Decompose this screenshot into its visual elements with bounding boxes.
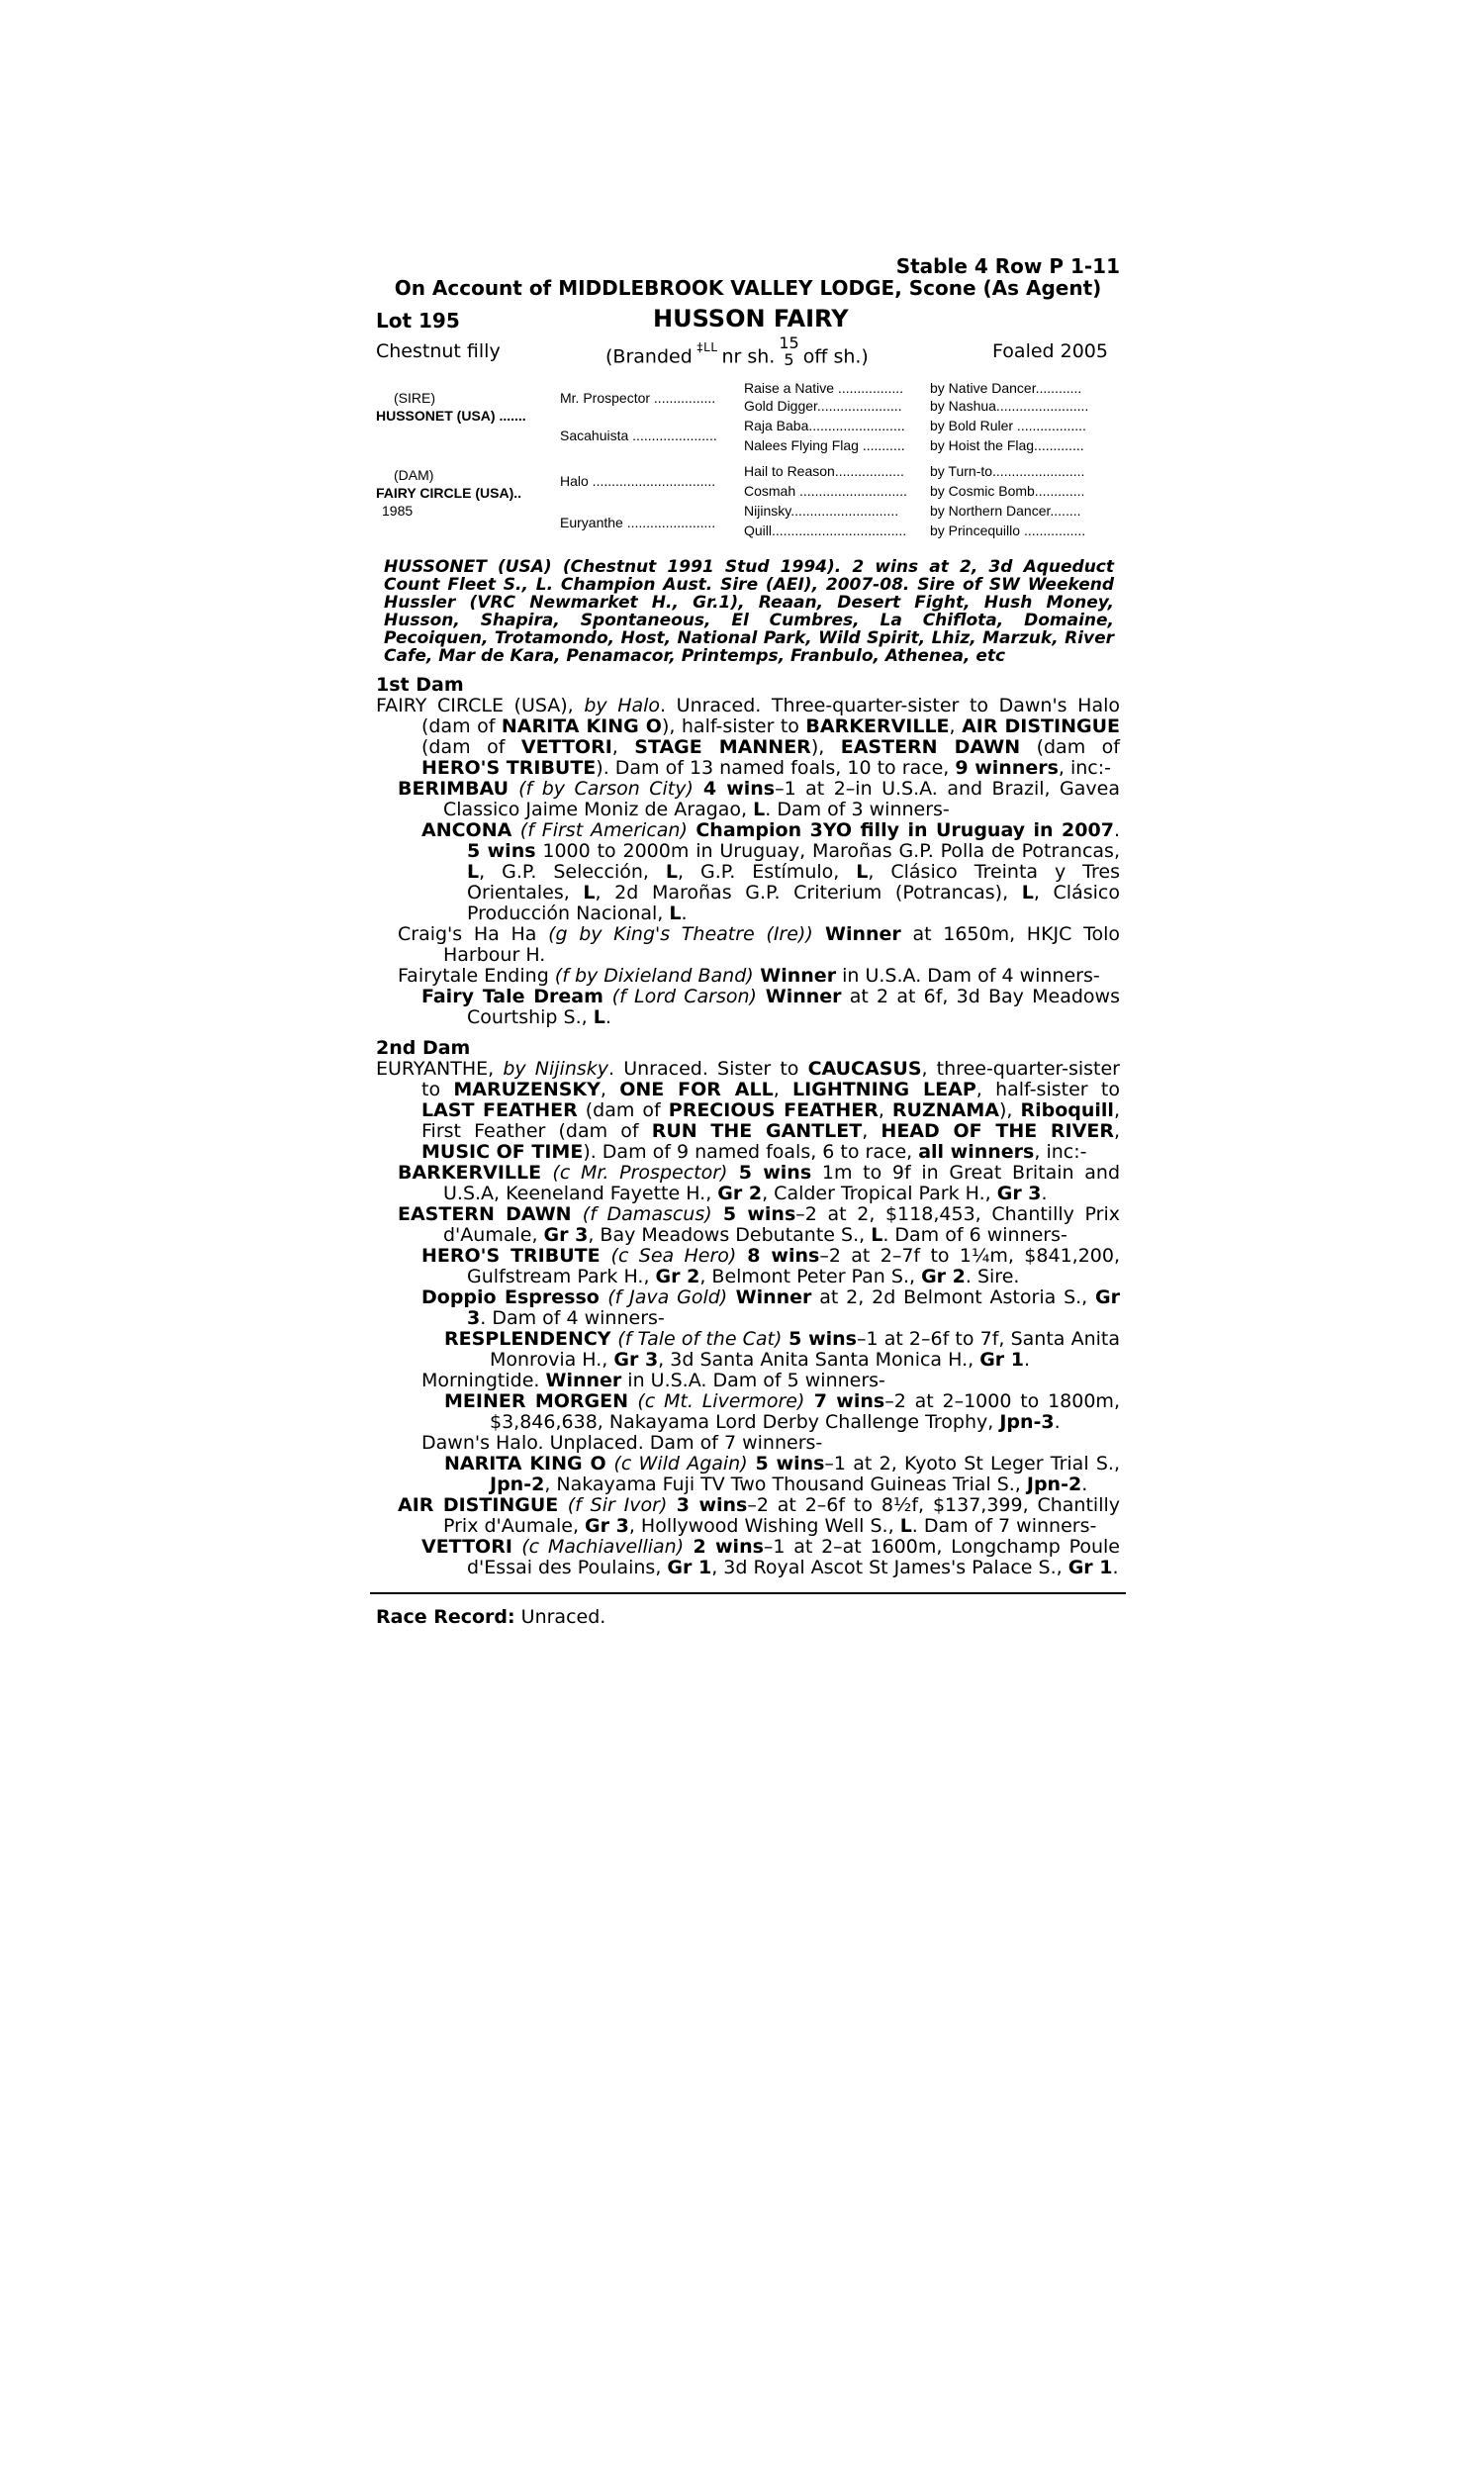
dam-label: (DAM) (394, 467, 434, 483)
brand-suffix: off sh.) (802, 345, 869, 368)
ggp-4: Nalees Flying Flag ........... (744, 437, 905, 453)
ggs-4: by Hoist the Flag............. (930, 437, 1084, 453)
ggp-6: Cosmah ............................ (744, 483, 907, 499)
produce-record: NARITA KING O (c Wild Again) 5 wins–1 at 2, Kyoto St Leger Trial S., Jpn-2, Nakayama Fuji TV Two Thousand Guineas Trial S., Jpn-2. (444, 1453, 1120, 1495)
sire-label: (SIRE) (394, 390, 435, 406)
produce-record: Doppio Espresso (f Java Gold) Winner at 2, 2d Belmont Astoria S., Gr 3. Dam of 4 winners- (421, 1286, 1120, 1329)
vendor-account: On Account of MIDDLEBROOK VALLEY LODGE, Scone (As Agent) (394, 276, 1102, 300)
produce-record: Fairy Tale Dream (f Lord Carson) Winner at 2 at 6f, 3d Bay Meadows Courtship S., L. (421, 986, 1120, 1028)
ggp-2: Gold Digger...................... (744, 398, 902, 414)
ggp-7: Nijinsky............................ (744, 503, 899, 519)
second-dam-paragraph: EURYANTHE, by Nijinsky. Unraced. Sister to CAUCASUS, three-quarter-sister to MARUZENSKY, ONE FOR ALL, LIGHTNING LEAP, half-sister to LAST FEATHER (dam of PRECIOUS FEATHER, RUZNAMA), Riboquill, First Feather (dam of RUN THE GANTLET, HEAD OF THE RIVER, MUSIC OF TIME). Dam of 9 named foals, 6 to race, all winners, inc:- (376, 1058, 1120, 1163)
stable-location: Stable 4 Row P 1-11 (895, 254, 1120, 278)
lot-number: Lot 195 (376, 309, 460, 333)
sire-name: HUSSONET (USA) ....... (376, 408, 526, 424)
catalogue-page (376, 255, 1120, 1628)
dam-year: 1985 (382, 503, 414, 519)
brand-denominator: 5 (784, 350, 794, 369)
ggp-8: Quill................................... (744, 523, 907, 538)
divider (370, 1592, 1126, 1594)
dam-name: FAIRY CIRCLE (USA).. (376, 485, 522, 501)
produce-record: ANCONA (f First American) Champion 3YO filly in Uruguay in 2007. 5 wins 1000 to 2000m in Uruguay, Maroñas G.P. Polla de Potrancas, L, G.P. Selección, L, G.P. Estímulo, L, Clásico Treinta y Tres Orientales, L, 2d Maroñas G.P. Criterium (Potrancas), L, Clásico Producción Nacional, L. (421, 819, 1120, 924)
produce-record: Fairytale Ending (f by Dixieland Band) Winner in U.S.A. Dam of 4 winners- (398, 965, 1100, 987)
ggs-3: by Bold Ruler .................. (930, 418, 1086, 433)
produce-record: AIR DISTINGUE (f Sir Ivor) 3 wins–2 at 2–6f to 8½f, $137,399, Chantilly Prix d'Aumale, Gr 3, Hollywood Wishing Well S., L. Dam of 7 winners- (398, 1494, 1121, 1537)
horse-sex: Chestnut filly (376, 340, 501, 362)
grandsire-1: Mr. Prospector ................ (560, 390, 716, 406)
granddam-1: Sacahuista ...................... (560, 428, 717, 443)
ggs-2: by Nashua........................ (930, 398, 1089, 414)
pedigree-table (376, 376, 1120, 544)
produce-record: EASTERN DAWN (f Damascus) 5 wins–2 at 2, $118,453, Chantilly Prix d'Aumale, Gr 3, Bay Meadows Debutante S., L. Dam of 6 winners- (398, 1203, 1120, 1246)
produce-record: Craig's Ha Ha (g by King's Theatre (Ire)) Winner at 1650m, HKJC Tolo Harbour H. (398, 923, 1120, 966)
brand-middle: nr sh. (721, 345, 776, 368)
produce-record: MEINER MORGEN (c Mt. Livermore) 7 wins–2 at 2–1000 to 1800m, $3,846,638, Nakayama Lord Derby Challenge Trophy, Jpn-3. (444, 1390, 1120, 1433)
horse-name: HUSSON FAIRY (653, 305, 849, 333)
brand-fraction (779, 334, 798, 368)
ggs-7: by Northern Dancer........ (930, 503, 1081, 519)
granddam-2: Euryanthe ....................... (560, 515, 716, 530)
produce-record: BERIMBAU (f by Carson City) 4 wins–1 at 2–in U.S.A. and Brazil, Gavea Classico Jaime Moniz de Aragao, L. Dam of 3 winners- (398, 778, 1120, 820)
sire-summary: HUSSONET (USA) (Chestnut 1991 Stud 1994). 2 wins at 2, 3d Aqueduct Count Fleet S., L. Champion Aust. Sire (AEI), 2007-08. Sire of SW Weekend Hussler (VRC Newmarket H., Gr.1), Reaan, Desert Fight, Hush Money, Husson, Shapira, Spontaneous, El Cumbres, La Chiflota, Domaine, Pecoiquen, Trotamondo, Host, National Park, Wild Spirit, Lhiz, Marzuk, River Cafe, Mar de Kara, Penamacor, Printemps, Franbulo, Athenea, etc (384, 557, 1114, 666)
ggs-6: by Cosmic Bomb............. (930, 483, 1085, 499)
ggp-5: Hail to Reason.................. (744, 463, 904, 479)
first-dam-heading: 1st Dam (376, 674, 464, 696)
produce-record: Dawn's Halo. Unplaced. Dam of 7 winners- (421, 1432, 823, 1454)
grandsire-2: Halo ................................ (560, 473, 716, 489)
produce-record: RESPLENDENCY (f Tale of the Cat) 5 wins–1 at 2–6f to 7f, Santa Anita Monrovia H., Gr 3, 3d Santa Anita Santa Monica H., Gr 1. (444, 1328, 1120, 1371)
produce-record: VETTORI (c Machiavellian) 2 wins–1 at 2–at 1600m, Longchamp Poule d'Essai des Poulains, Gr 1, 3d Royal Ascot St James's Palace S., Gr 1. (421, 1536, 1120, 1578)
ggs-1: by Native Dancer............ (930, 380, 1082, 396)
race-record-value: Unraced. (514, 1606, 606, 1628)
ggs-8: by Princequillo ................ (930, 523, 1086, 538)
brand-mark-icon: ‡LL (696, 340, 718, 354)
race-record (376, 1606, 1120, 1628)
ggs-5: by Turn-to........................ (930, 463, 1085, 479)
produce-record: BARKERVILLE (c Mr. Prospector) 5 wins 1m to 9f in Great Britain and U.S.A, Keeneland Fayette H., Gr 2, Calder Tropical Park H., Gr 3. (398, 1162, 1121, 1204)
first-dam-paragraph: FAIRY CIRCLE (USA), by Halo. Unraced. Three-quarter-sister to Dawn's Halo (dam of NARITA KING O), half-sister to BARKERVILLE, AIR DISTINGUE (dam of VETTORI, STAGE MANNER), EASTERN DAWN (dam of HERO'S TRIBUTE). Dam of 13 named foals, 10 to race, 9 winners, inc:- (376, 695, 1120, 779)
race-record-label: Race Record: (376, 1606, 515, 1628)
produce-record: HERO'S TRIBUTE (c Sea Hero) 8 wins–2 at 2–7f to 1¼m, $841,200, Gulfstream Park H., Gr 2, Belmont Peter Pan S., Gr 2. Sire. (421, 1245, 1121, 1287)
foaled-year: Foaled 2005 (992, 340, 1108, 362)
ggp-1: Raise a Native ................. (744, 380, 904, 396)
brand-prefix: (Branded (605, 345, 693, 368)
description-row (376, 333, 1120, 376)
lot-row (376, 305, 1120, 333)
ggp-3: Raja Baba......................... (744, 418, 905, 433)
second-dam-heading: 2nd Dam (376, 1037, 471, 1059)
brand-description (605, 333, 869, 374)
produce-record: Morningtide. Winner in U.S.A. Dam of 5 winners- (421, 1370, 885, 1391)
brand-numerator: 15 (779, 333, 799, 352)
